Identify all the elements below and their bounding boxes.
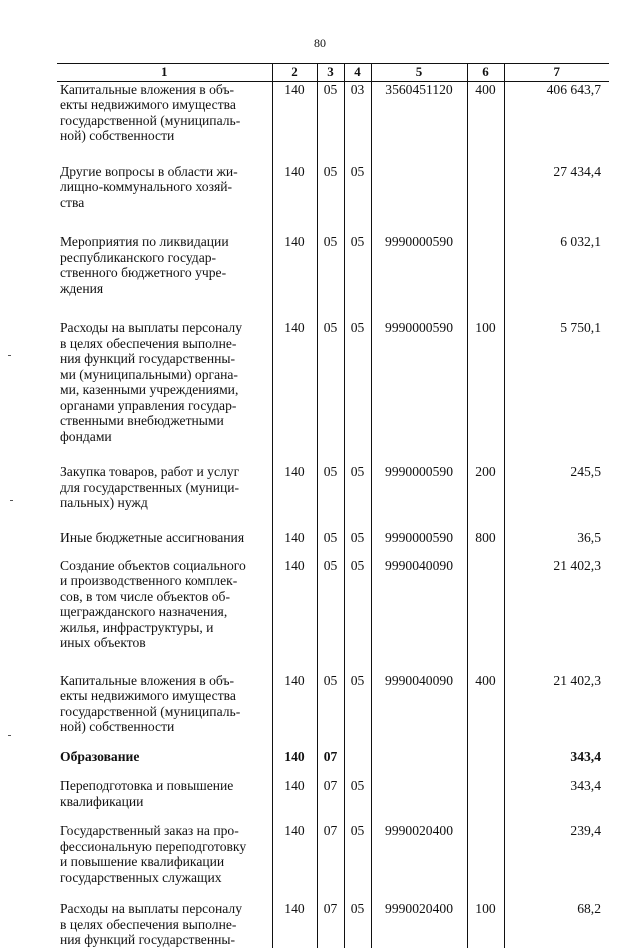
row-code-4: 05 [344,901,371,947]
row-code-3: 05 [317,558,344,673]
row-amount: 239,4 [504,823,609,901]
row-code-6: 100 [467,901,504,947]
table-row [57,320,609,464]
row-code-4: 05 [344,234,371,320]
row-name: Капитальные вложения в объ- екты недвижимого имущества государственной (муниципаль- ной) собственности [60,672,241,735]
row-amount: 36,5 [504,530,609,557]
row-name: Переподготовка и повышение квалификации [60,778,234,809]
row-amount: 5 750,1 [504,320,609,464]
col-header-1: 1 [57,64,272,82]
table-row [57,464,609,530]
row-name: Закупка товаров, работ и услуг для государственных (муници- пальных) нужд [60,464,240,510]
row-code-4: 05 [344,823,371,901]
row-code-3: 05 [317,320,344,464]
budget-table [57,63,609,948]
row-code-4: 05 [344,464,371,530]
row-code-2: 140 [272,464,317,530]
row-code-2: 140 [272,234,317,320]
margin-mark [8,355,11,356]
col-header-7: 7 [504,64,609,82]
row-code-4: 05 [344,558,371,673]
row-amount: 245,5 [504,464,609,530]
row-amount: 406 643,7 [504,81,609,163]
row-amount: 343,4 [504,749,609,778]
row-name: Другие вопросы в области жи- лищно-коммунального хозяй- ства [60,163,238,210]
row-code-2: 140 [272,530,317,557]
row-code-5 [371,749,467,778]
row-amount: 6 032,1 [504,234,609,320]
row-code-2: 140 [272,901,317,947]
row-code-5: 9990000590 [371,320,467,464]
row-name: Иные бюджетные ассигнования [60,530,245,546]
table-row [57,81,609,163]
row-code-5: 3560451120 [371,81,467,163]
table-row [57,530,609,557]
row-code-6 [467,749,504,778]
row-code-5: 9990000590 [371,234,467,320]
col-header-3: 3 [317,64,344,82]
col-header-4: 4 [344,64,371,82]
row-name: Расходы на выплаты персоналу в целях обеспечения выполне- ния функций государственны- [60,901,242,948]
row-code-3: 05 [317,164,344,234]
row-code-5: 9990000590 [371,530,467,557]
row-code-6: 100 [467,320,504,464]
row-code-5: 9990040090 [371,558,467,673]
row-code-4: 05 [344,320,371,464]
margin-mark [10,500,13,501]
col-header-5: 5 [371,64,467,82]
table-row [57,558,609,673]
row-amount: 68,2 [504,901,609,947]
table-row [57,749,609,778]
row-code-3: 05 [317,673,344,749]
row-name: Образование [60,748,140,764]
row-code-5: 9990000590 [371,464,467,530]
table-row [57,778,609,823]
row-code-3: 05 [317,234,344,320]
header-row [57,64,609,82]
table-body [57,81,609,947]
margin-mark [8,735,11,736]
row-name: Создание объектов социального и производственного комплек- сов, в том числе объектов об- щегражданского назначения, жилья, инфраструктуры, и иных объектов [60,557,246,651]
row-code-3: 05 [317,464,344,530]
row-amount: 21 402,3 [504,673,609,749]
col-header-6: 6 [467,64,504,82]
row-code-2: 140 [272,778,317,823]
row-code-4: 05 [344,673,371,749]
row-code-6 [467,823,504,901]
row-code-6 [467,558,504,673]
row-code-5 [371,164,467,234]
row-name: Мероприятия по ликвидации республиканского государ- ственного бюджетного учре- ждения [60,234,229,296]
row-amount: 27 434,4 [504,164,609,234]
row-code-5: 9990020400 [371,901,467,947]
row-code-2: 140 [272,749,317,778]
row-code-4: 03 [344,81,371,163]
row-code-4: 05 [344,778,371,823]
row-code-2: 140 [272,823,317,901]
row-code-2: 140 [272,164,317,234]
row-code-5 [371,778,467,823]
row-code-6 [467,234,504,320]
row-name: Государственный заказ на про- фессиональную переподготовку и повышение квалификации государственных служащих [60,823,247,885]
row-code-6: 800 [467,530,504,557]
row-code-2: 140 [272,558,317,673]
col-header-2: 2 [272,64,317,82]
table-row [57,901,609,947]
row-name: Расходы на выплаты персоналу в целях обеспечения выполне- ния функций государственны- ми (муниципальными) органа- ми, казенными учреждениями, органами управления государ- ственными внебюджетными фондами [60,320,242,444]
table-row [57,673,609,749]
row-code-3: 05 [317,530,344,557]
row-code-2: 140 [272,81,317,163]
row-amount: 343,4 [504,778,609,823]
row-code-3: 05 [317,81,344,163]
row-code-6: 400 [467,81,504,163]
page-number: 80 [314,36,326,50]
row-code-4: 05 [344,530,371,557]
row-code-2: 140 [272,320,317,464]
row-code-3: 07 [317,778,344,823]
row-code-2: 140 [272,673,317,749]
row-code-3: 07 [317,749,344,778]
row-code-3: 07 [317,823,344,901]
row-code-6: 400 [467,673,504,749]
row-code-6 [467,778,504,823]
row-code-4: 05 [344,164,371,234]
row-amount: 21 402,3 [504,558,609,673]
budget-table-container [57,63,609,948]
row-code-6 [467,164,504,234]
row-code-5: 9990020400 [371,823,467,901]
table-row [57,234,609,320]
row-name: Капитальные вложения в объ- екты недвижимого имущества государственной (муниципаль- ной) собственности [60,81,241,144]
row-code-3: 07 [317,901,344,947]
row-code-6: 200 [467,464,504,530]
row-code-5: 9990040090 [371,673,467,749]
table-row [57,823,609,901]
table-row [57,164,609,234]
row-code-4 [344,749,371,778]
